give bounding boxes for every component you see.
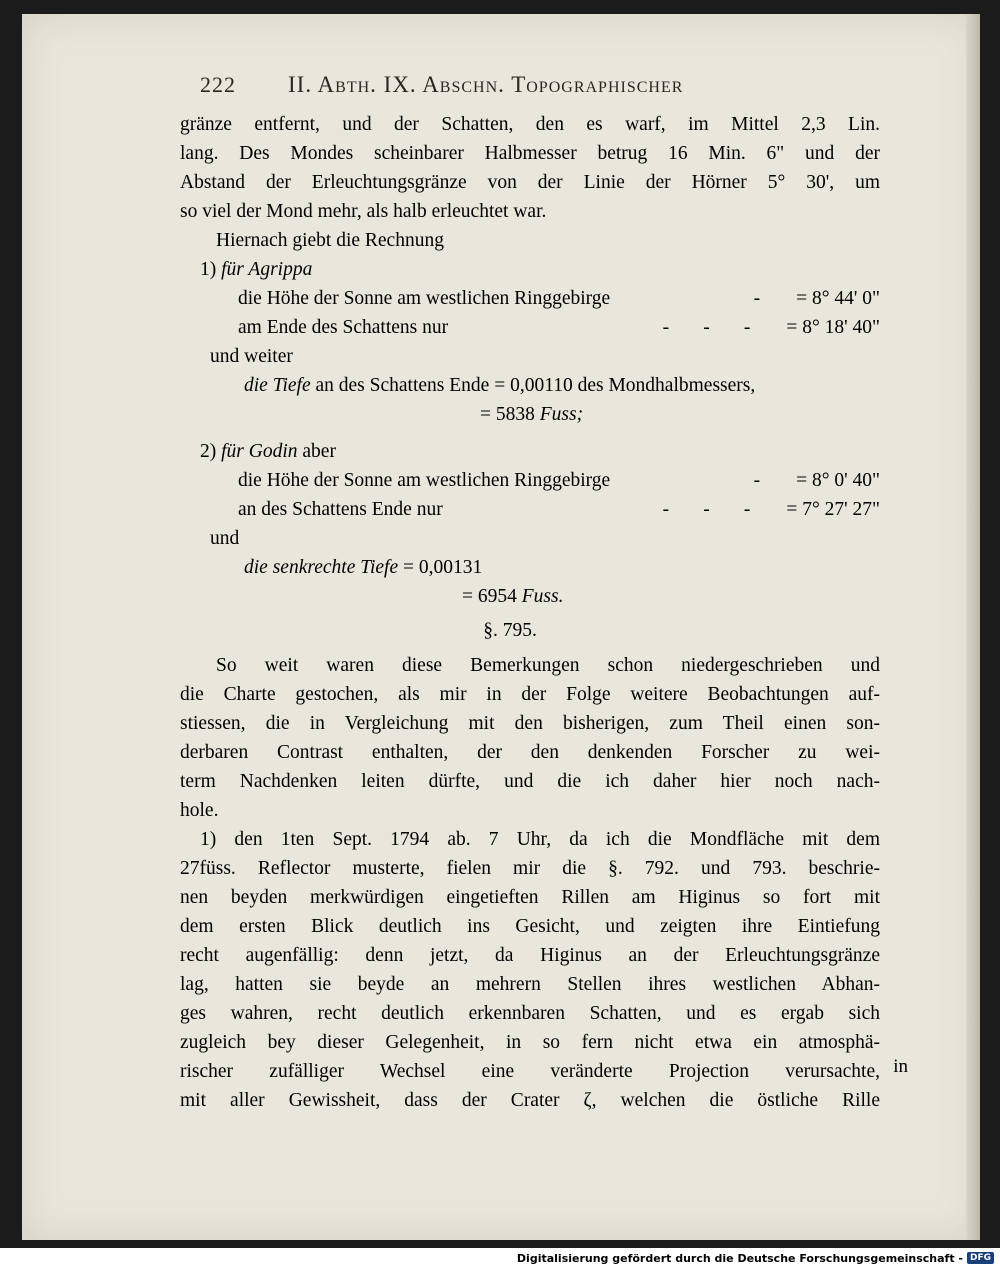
item-heading xyxy=(180,437,880,466)
text-line xyxy=(180,371,880,400)
text-line: die Charte gestochen, als mir in der Folge weitere Beobachtungen auf- xyxy=(180,684,880,705)
text-line: und xyxy=(210,528,240,549)
dfg-logo: DFG xyxy=(967,1252,994,1264)
text-span: aber xyxy=(302,441,336,462)
running-title: II. Abth. IX. Abschn. Topographischer xyxy=(288,72,684,97)
row-label: die Höhe der Sonne am westlichen Ringgebirge xyxy=(238,288,611,309)
page-edge xyxy=(966,14,980,1240)
text-line: stiessen, die in Vergleichung mit den bisherigen, zum Theil einen son- xyxy=(180,713,880,734)
running-head xyxy=(200,72,820,98)
section-heading: §. 795. xyxy=(483,620,537,641)
row-label: am Ende des Schattens nur xyxy=(238,317,449,338)
item-number: 2) xyxy=(200,441,217,462)
text-line: So weit waren diese Bemerkungen schon niedergeschrieben und xyxy=(216,655,880,676)
text-line: dem ersten Blick deutlich ins Gesicht, und zeigten ihre Eintiefung xyxy=(180,916,880,937)
row-value: = 8° 0' 40" xyxy=(796,470,880,491)
result-unit: Fuss; xyxy=(539,404,584,425)
item-title: für Godin xyxy=(221,441,298,462)
text-line: lag, hatten sie beyde an mehrern Stellen ihres westlichen Abhan- xyxy=(180,974,880,995)
italic-term: die Tiefe xyxy=(244,375,311,396)
text-line: recht augenfällig: denn jetzt, da Higinus an der Erleuchtungsgränze xyxy=(180,945,880,966)
text-line: gränze entfernt, und der Schatten, den es warf, im Mittel 2,3 Lin. xyxy=(180,114,880,135)
result-line xyxy=(180,400,880,429)
text-line: mit aller Gewissheit, dass der Crater ζ, welchen die östliche Rille xyxy=(180,1090,880,1111)
text-line: 27füss. Reflector musterte, fielen mir die §. 792. und 793. beschrie- xyxy=(180,858,880,879)
page-number: 222 xyxy=(200,72,236,97)
result-unit: Fuss. xyxy=(521,586,564,607)
text-span: = 0,00131 xyxy=(403,557,483,578)
footer-bar xyxy=(0,1248,1000,1268)
row-label: an des Schattens Ende nur xyxy=(238,499,443,520)
footer-credit: Digitalisierung gefördert durch die Deutsche Forschungsgemeinschaft - xyxy=(516,1251,963,1265)
text-line: und weiter xyxy=(210,346,293,367)
row-label: die Höhe der Sonne am westlichen Ringgebirge xyxy=(238,470,611,491)
text-span: an des Schattens Ende = 0,00110 des Mondhalbmessers, xyxy=(315,375,756,396)
text-line: 1) den 1ten Sept. 1794 ab. 7 Uhr, da ich die Mondfläche mit dem xyxy=(200,829,880,850)
text-line: Hiernach giebt die Rechnung xyxy=(216,230,444,251)
main-text xyxy=(180,110,880,1115)
result-line xyxy=(180,582,880,611)
result-value: = 5838 xyxy=(480,404,535,425)
item-number: 1) xyxy=(200,259,217,280)
text-line: rischer zufälliger Wechsel eine veränderte Projection verursachte, xyxy=(180,1061,880,1082)
item-heading xyxy=(180,255,880,284)
row-dash: - xyxy=(753,288,761,309)
value-row xyxy=(180,495,880,524)
row-value: = 8° 18' 40" xyxy=(786,317,880,338)
italic-term: die senkrechte Tiefe xyxy=(244,557,399,578)
text-line: derbaren Contrast enthalten, der den denkenden Forscher zu wei- xyxy=(180,742,880,763)
text-line: nen beyden merkwürdigen eingetieften Rillen am Higinus so fort mit xyxy=(180,887,880,908)
row-dashes: - - - xyxy=(662,317,751,338)
text-line: Abstand der Erleuchtungsgränze von der Linie der Hörner 5° 30', um xyxy=(180,172,880,193)
row-value: = 8° 44' 0" xyxy=(796,288,880,309)
text-line xyxy=(180,553,880,582)
text-line: term Nachdenken leiten dürfte, und die ich daher hier noch nach- xyxy=(180,771,880,792)
text-line: lang. Des Mondes scheinbarer Halbmesser betrug 16 Min. 6" und der xyxy=(180,143,880,164)
text-line: ges wahren, recht deutlich erkennbaren Schatten, und es ergab sich xyxy=(180,1003,880,1024)
result-value: = 6954 xyxy=(462,586,517,607)
value-row xyxy=(180,466,880,495)
catchword: in xyxy=(893,1056,908,1077)
value-row xyxy=(180,284,880,313)
row-dashes: - - - xyxy=(662,499,751,520)
text-line: zugleich bey dieser Gelegenheit, in so fern nicht etwa ein atmosphä- xyxy=(180,1032,880,1053)
value-row xyxy=(180,313,880,342)
row-dash: - xyxy=(753,470,761,491)
row-value: = 7° 27' 27" xyxy=(786,499,880,520)
text-line: hole. xyxy=(180,800,219,821)
text-line: so viel der Mond mehr, als halb erleuchtet war. xyxy=(180,201,547,222)
item-title: für Agrippa xyxy=(221,259,313,280)
